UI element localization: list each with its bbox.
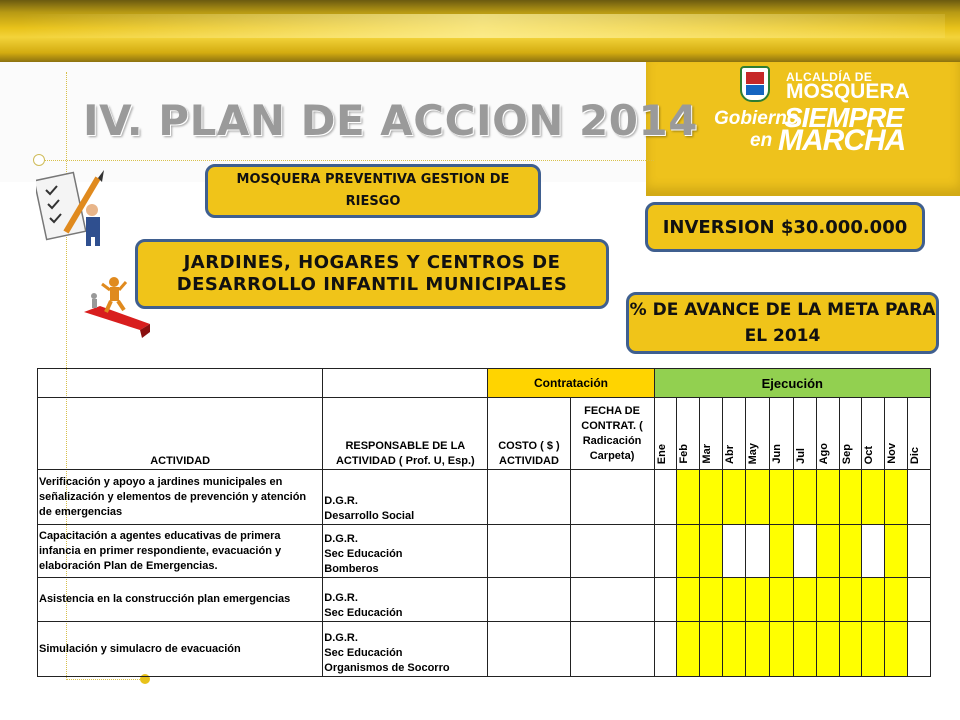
month-header-feb: Feb — [676, 398, 699, 470]
month-header-sep: Sep — [839, 398, 861, 470]
schedule-cell-ago — [816, 470, 839, 525]
contract-date-cell — [570, 470, 654, 525]
page-title: IV. PLAN DE ACCION 2014 — [83, 96, 698, 145]
responsible-cell — [323, 525, 488, 578]
responsible-line: D.G.R. — [324, 592, 358, 604]
responsible-line: D.G.R. — [324, 632, 358, 644]
schedule-cell-oct — [861, 578, 884, 622]
group-header-row — [38, 369, 931, 398]
schedule-cell-oct — [861, 525, 884, 578]
header-contratacion: Contratación — [488, 369, 654, 398]
slogan-siempre: SIEMPRE — [784, 102, 904, 133]
responsible-line: Sec Educación — [324, 647, 403, 659]
coat-of-arms-icon — [740, 66, 770, 102]
schedule-cell-dic — [907, 525, 930, 578]
schedule-cell-nov — [884, 525, 907, 578]
schedule-cell-sep — [839, 525, 861, 578]
responsible-line: Desarrollo Social — [324, 510, 415, 522]
responsible-cell — [323, 622, 488, 677]
month-header-ene: Ene — [654, 398, 676, 470]
schedule-cell-jun — [769, 470, 793, 525]
table-row — [38, 525, 931, 578]
month-header-jul: Jul — [793, 398, 816, 470]
schedule-cell-dic — [907, 470, 930, 525]
schedule-cell-jul — [793, 525, 816, 578]
header-responsable: RESPONSABLE DE LA ACTIVIDAD ( Prof. U, Esp.) — [323, 398, 488, 470]
decorative-line-bottom — [66, 679, 140, 680]
column-header-row — [38, 398, 931, 470]
project-box: JARDINES, HOGARES Y CENTROS DE DESARROLLO INFANTIL MUNICIPALES — [135, 239, 609, 309]
schedule-cell-feb — [676, 578, 699, 622]
schedule-cell-jul — [793, 578, 816, 622]
schedule-cell-sep — [839, 578, 861, 622]
slogan-gobierno: Gobierno — [714, 108, 799, 129]
responsible-line: Sec Educación — [324, 548, 403, 560]
decorative-circle — [33, 154, 45, 166]
schedule-cell-jul — [793, 622, 816, 677]
header-ejecucion: Ejecución — [654, 369, 930, 398]
header-costo: COSTO ( $ ) ACTIVIDAD — [488, 398, 570, 470]
month-header-mar: Mar — [699, 398, 722, 470]
responsible-line: Bomberos — [324, 563, 379, 575]
month-header-dic: Dic — [907, 398, 930, 470]
contract-date-cell — [570, 578, 654, 622]
header-actividad: ACTIVIDAD — [38, 398, 323, 470]
schedule-cell-jun — [769, 525, 793, 578]
schedule-cell-dic — [907, 622, 930, 677]
month-header-abr: Abr — [722, 398, 745, 470]
contract-date-cell — [570, 525, 654, 578]
slogan-marcha: MARCHA — [778, 124, 906, 157]
schedule-cell-ago — [816, 525, 839, 578]
schedule-cell-oct — [861, 470, 884, 525]
decorative-line-horizontal — [36, 160, 654, 161]
schedule-cell-dic — [907, 578, 930, 622]
month-header-jun: Jun — [769, 398, 793, 470]
schedule-cell-abr — [722, 470, 745, 525]
schedule-cell-mar — [699, 622, 722, 677]
program-box: MOSQUERA PREVENTIVA GESTION DE RIESGO — [205, 164, 541, 218]
logo-line2: MOSQUERA — [786, 80, 910, 103]
empty-header-cell — [323, 369, 488, 398]
schedule-cell-feb — [676, 622, 699, 677]
top-banner — [0, 0, 960, 62]
banner-shine — [20, 14, 945, 38]
schedule-cell-ene — [654, 578, 676, 622]
schedule-cell-feb — [676, 470, 699, 525]
investment-box: INVERSION $30.000.000 — [645, 202, 925, 252]
table-row — [38, 578, 931, 622]
schedule-cell-ago — [816, 622, 839, 677]
responsible-line: D.G.R. — [324, 495, 358, 507]
schedule-cell-mar — [699, 525, 722, 578]
logo-line1: ALCALDÍA DE — [786, 70, 873, 84]
schedule-cell-oct — [861, 622, 884, 677]
cost-cell — [488, 470, 570, 525]
table-row — [38, 622, 931, 677]
responsible-cell — [323, 578, 488, 622]
checklist-clipart-icon — [36, 170, 112, 248]
empty-header-cell — [38, 369, 323, 398]
responsible-cell — [323, 470, 488, 525]
schedule-cell-may — [745, 578, 769, 622]
slogan-en: en — [750, 130, 773, 151]
table-body — [38, 470, 931, 677]
header-fecha: FECHA DE CONTRAT. ( Radicación Carpeta) — [570, 398, 654, 470]
contract-date-cell — [570, 622, 654, 677]
month-header-may: May — [745, 398, 769, 470]
schedule-cell-abr — [722, 525, 745, 578]
cost-cell — [488, 622, 570, 677]
schedule-cell-nov — [884, 622, 907, 677]
schedule-cell-nov — [884, 578, 907, 622]
activity-cell: Capacitación a agentes educativas de primera infancia en primer respondiente, evacuación y elaboración Plan de Emergencias. — [38, 525, 323, 578]
schedule-cell-ene — [654, 470, 676, 525]
schedule-cell-ene — [654, 525, 676, 578]
schedule-cell-abr — [722, 578, 745, 622]
responsible-line: Sec Educación — [324, 607, 403, 619]
responsible-line: D.G.R. — [324, 533, 358, 545]
schedule-cell-may — [745, 470, 769, 525]
schedule-cell-may — [745, 622, 769, 677]
schedule-cell-mar — [699, 470, 722, 525]
progress-box: % DE AVANCE DE LA META PARA EL 2014 — [626, 292, 939, 354]
schedule-cell-feb — [676, 525, 699, 578]
cost-cell — [488, 578, 570, 622]
action-plan-table — [37, 368, 931, 677]
table-row — [38, 470, 931, 525]
schedule-cell-abr — [722, 622, 745, 677]
month-header-ago: Ago — [816, 398, 839, 470]
activity-cell: Simulación y simulacro de evacuación — [38, 622, 323, 677]
schedule-cell-jul — [793, 470, 816, 525]
schedule-cell-mar — [699, 578, 722, 622]
schedule-cell-jun — [769, 578, 793, 622]
schedule-cell-jun — [769, 622, 793, 677]
month-header-nov: Nov — [884, 398, 907, 470]
schedule-cell-sep — [839, 470, 861, 525]
schedule-cell-may — [745, 525, 769, 578]
schedule-cell-sep — [839, 622, 861, 677]
month-header-oct: Oct — [861, 398, 884, 470]
responsible-line: Organismos de Socorro — [324, 662, 450, 674]
schedule-cell-ene — [654, 622, 676, 677]
schedule-cell-ago — [816, 578, 839, 622]
cost-cell — [488, 525, 570, 578]
activity-cell: Asistencia en la construcción plan emergencias — [38, 578, 323, 622]
schedule-cell-nov — [884, 470, 907, 525]
activity-cell: Verificación y apoyo a jardines municipales en señalización y elementos de prevención y atención de emergencias — [38, 470, 323, 525]
